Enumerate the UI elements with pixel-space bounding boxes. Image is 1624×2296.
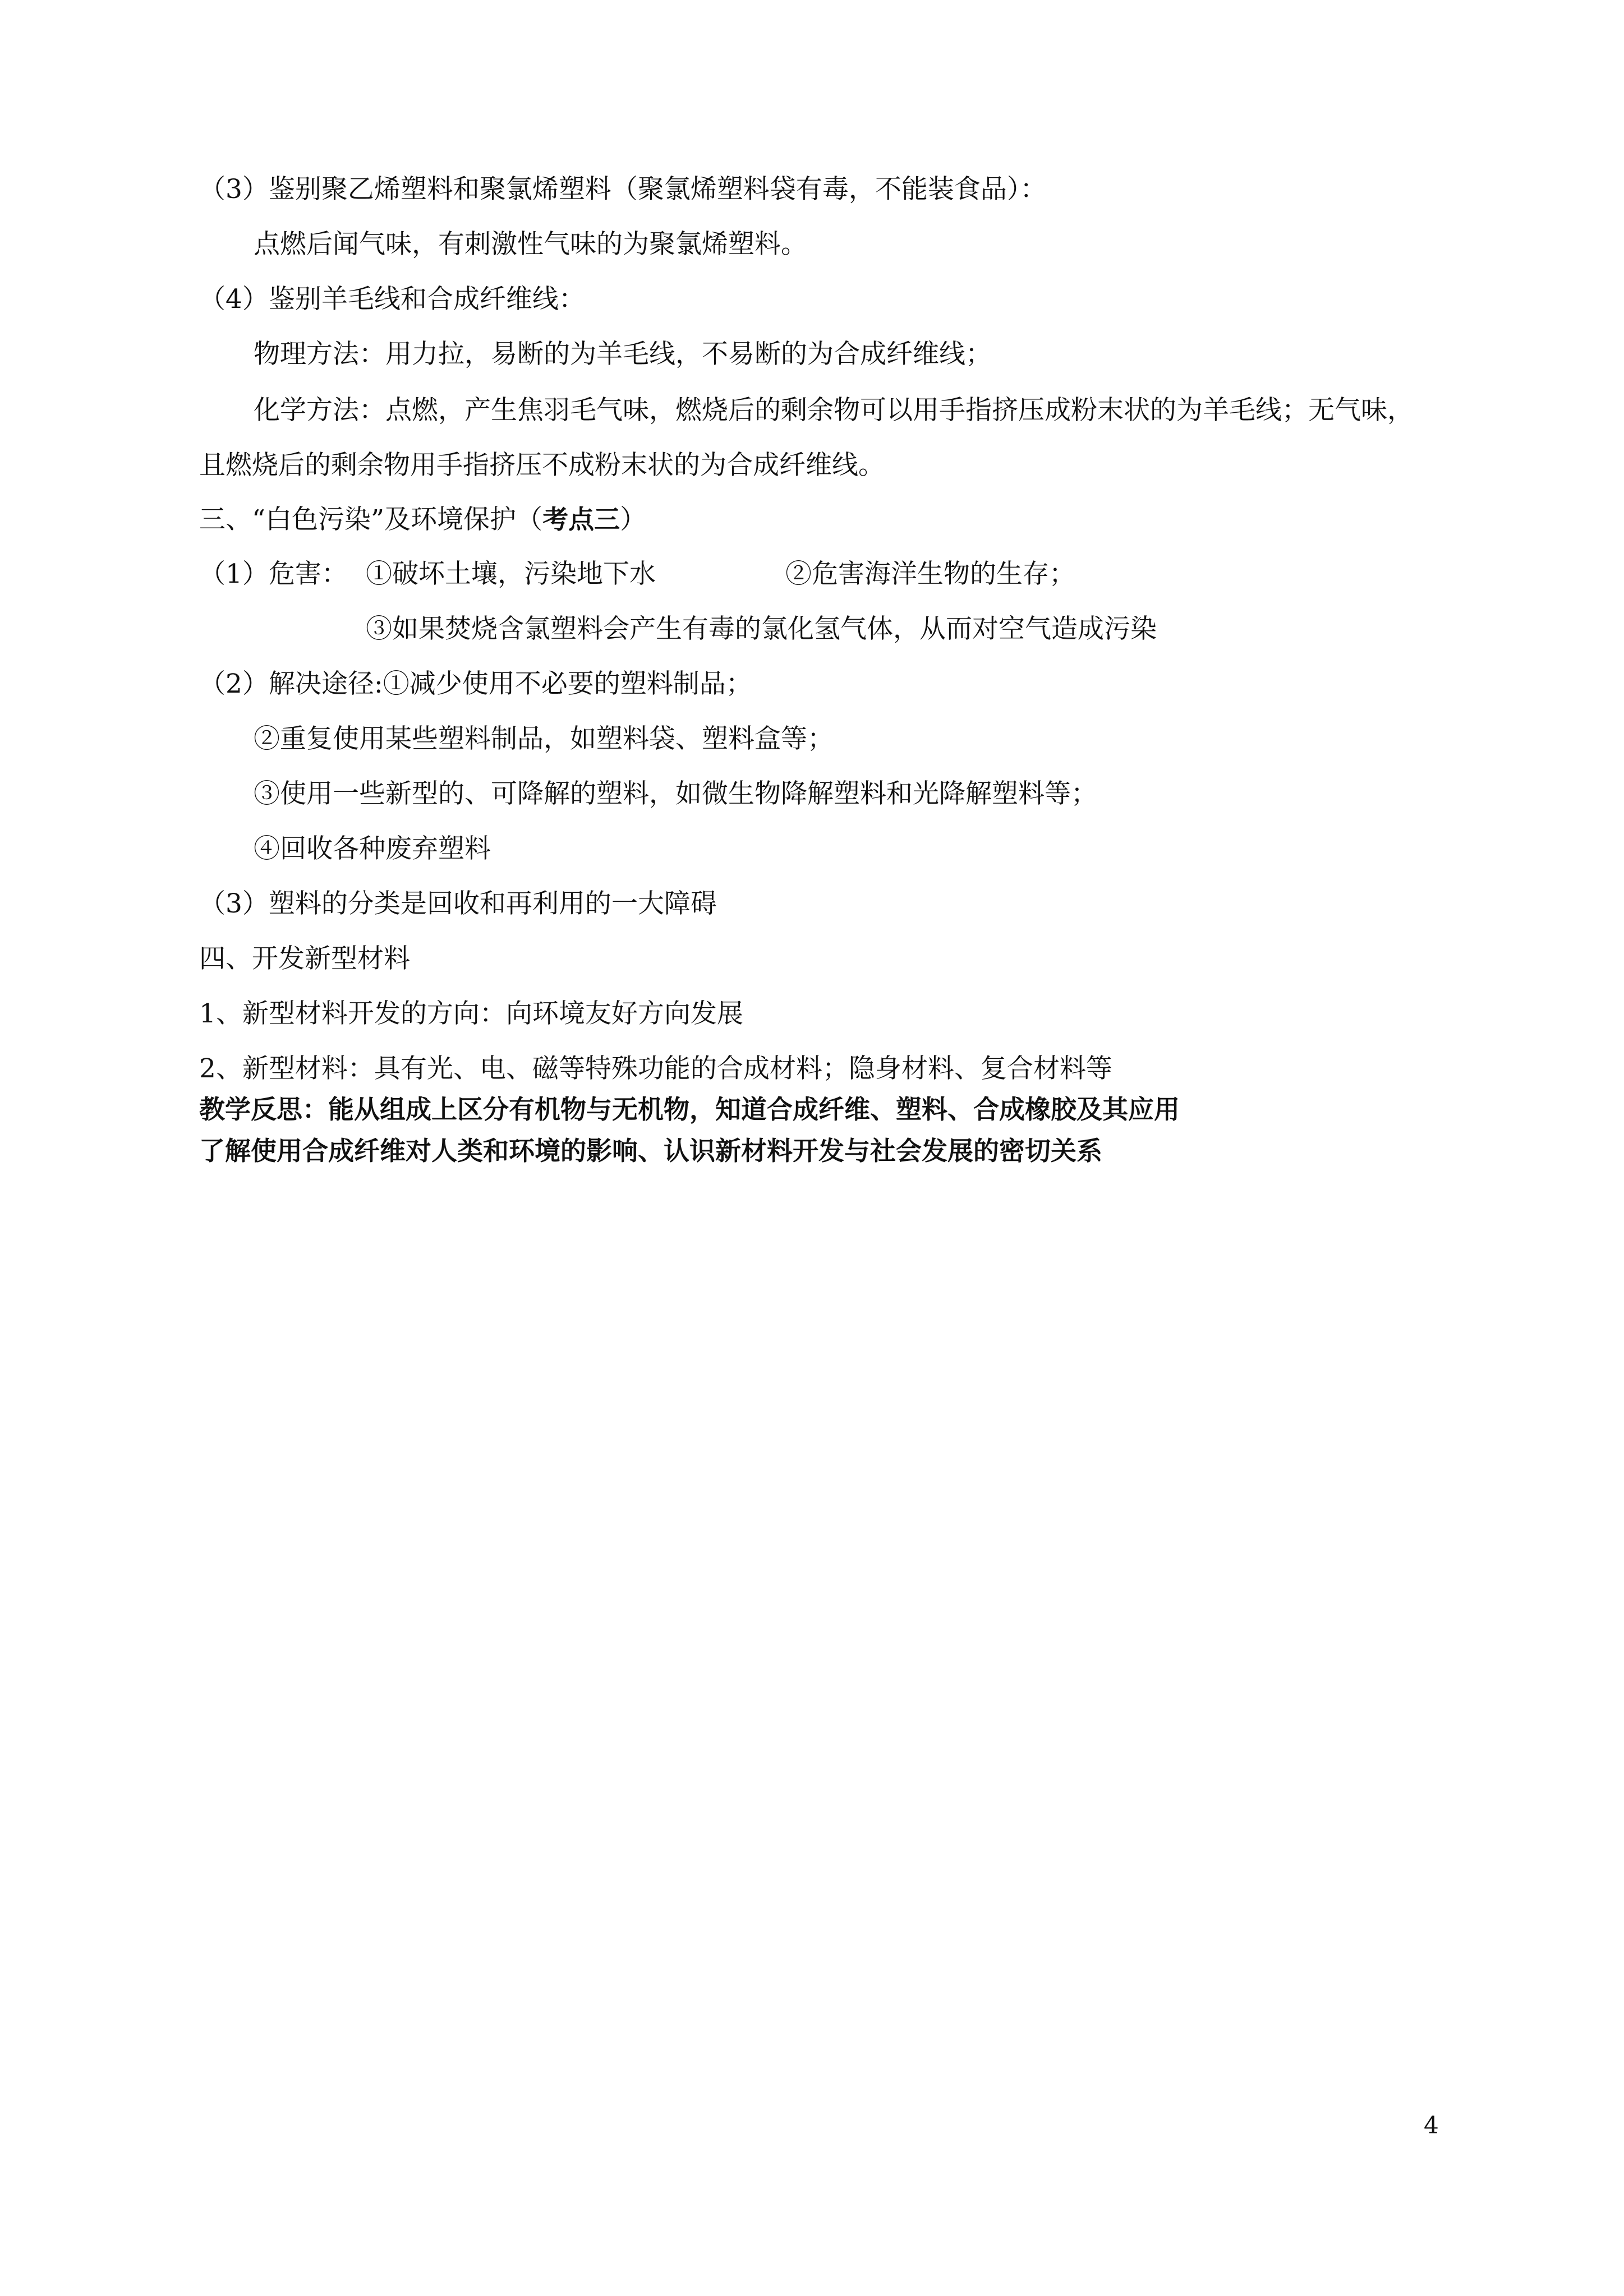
teaching-reflection-1: 教学反思：能从组成上区分有机物与无机物，知道合成纤维、塑料、合成橡胶及其应用 <box>199 1094 1180 1124</box>
item-3-method: 点燃后闻气味，有刺激性气味的为聚氯烯塑料。 <box>254 229 807 260</box>
harm-item-3: ③如果焚烧含氯塑料会产生有毒的氯化氢气体，从而对空气造成污染 <box>366 614 1157 644</box>
new-material-types: 2、新型材料：具有光、电、磁等特殊功能的合成材料；隐身材料、复合材料等 <box>199 1053 1112 1084</box>
solution-item-3: ③使用一些新型的、可降解的塑料，如微生物降解塑料和光降解塑料等； <box>254 778 1097 809</box>
solution-heading: （2）解决途径:①减少使用不必要的塑料制品； <box>199 668 752 699</box>
section-4-heading: 四、开发新型材料 <box>199 943 410 974</box>
section-3-heading <box>199 502 646 537</box>
harm-item-2: ②危害海洋生物的生存； <box>785 559 1075 589</box>
page-number: 4 <box>1424 2111 1439 2139</box>
section-3-close: ） <box>620 504 647 535</box>
item-4-heading: （4）鉴别羊毛线和合成纤维线： <box>199 284 585 315</box>
section-3-title: 三、“白色污染”及环境保护（ <box>199 504 543 535</box>
chemical-method: 化学方法：点燃，产生焦羽毛气味，燃烧后的剩余物可以用手指挤压成粉末状的为羊毛线；无气味，且燃烧后的剩余物用手指挤压不成粉末状的为合成纤维线。 <box>199 395 1414 481</box>
exam-point-label: 考点三 <box>542 504 620 534</box>
harm-heading: （1）危害： <box>199 559 348 589</box>
physical-method: 物理方法：用力拉，易断的为羊毛线，不易断的为合成纤维线； <box>254 339 992 370</box>
solution-item-2: ②重复使用某些塑料制品，如塑料袋、塑料盒等； <box>254 723 834 754</box>
teaching-reflection-2: 了解使用合成纤维对人类和环境的影响、认识新材料开发与社会发展的密切关系 <box>199 1136 1102 1166</box>
harm-item-1: ①破坏土壤，污染地下水 <box>366 559 656 589</box>
classification-note: （3）塑料的分类是回收和再利用的一大障碍 <box>199 888 717 919</box>
new-material-direction: 1、新型材料开发的方向：向环境友好方向发展 <box>199 998 743 1029</box>
solution-item-4: ④回收各种废弃塑料 <box>254 833 491 864</box>
item-3-heading: （3）鉴别聚乙烯塑料和聚氯烯塑料（聚氯烯塑料袋有毒，不能装食品）： <box>199 174 1047 205</box>
